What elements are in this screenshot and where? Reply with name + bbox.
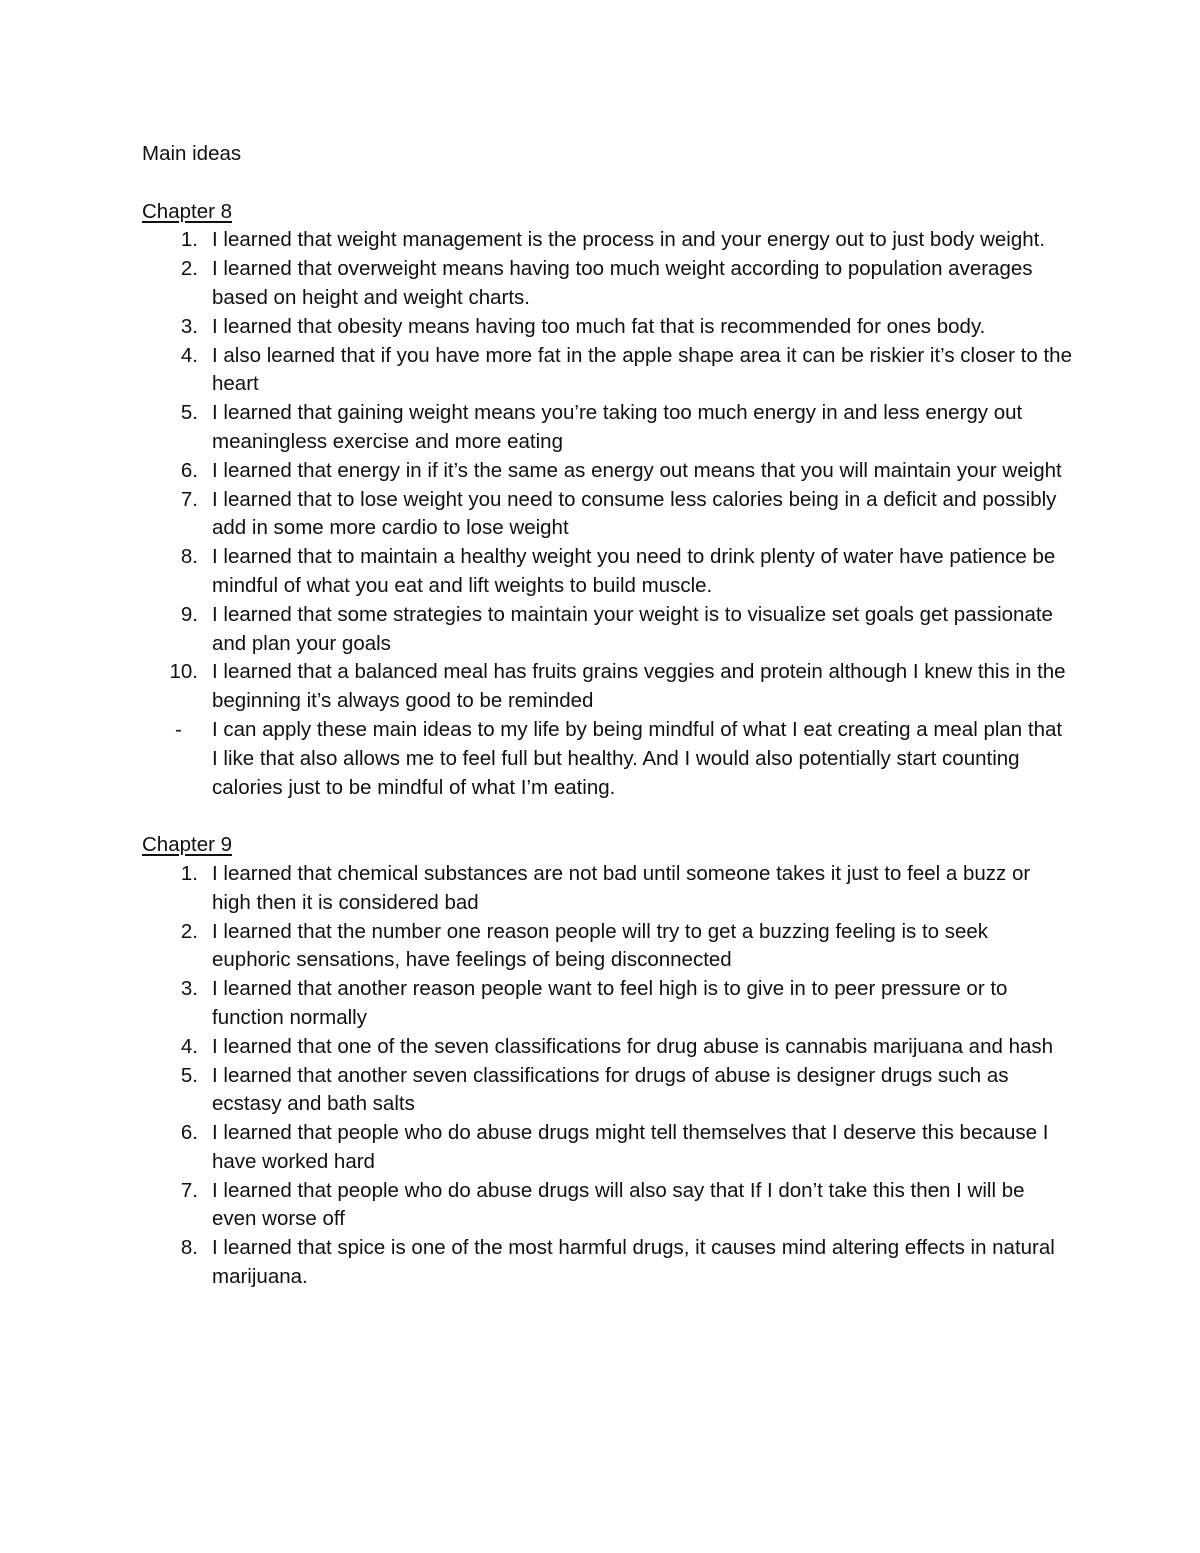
list-item [142, 543, 1072, 601]
list-item-text: I learned that energy in if it’s the same as energy out means that you will maintain your weight [212, 458, 1062, 482]
list-item [142, 860, 1072, 918]
list-item-text: I learned that one of the seven classifications for drug abuse is cannabis marijuana and hash [212, 1034, 1054, 1058]
list-marker: 2. [180, 257, 198, 281]
list-item-text: I learned that the number one reason people will try to get a buzzing feeling is to seek euphoric sensations, have feelings of being disconnected [212, 919, 989, 972]
list-item [142, 1177, 1072, 1235]
list-marker: 5. [180, 1063, 198, 1087]
chapter-heading: Chapter 8 [142, 199, 233, 223]
list-marker: 4. [180, 343, 198, 367]
document-body [142, 140, 1072, 1292]
list-item [142, 601, 1072, 659]
list-item [142, 313, 1072, 342]
list-item [142, 1062, 1072, 1120]
list-item [142, 1033, 1072, 1062]
list-item-text: I learned that overweight means having too much weight according to population averages based on height and weight charts. [212, 257, 1033, 309]
list-marker: 10. [169, 660, 198, 684]
list-item-text: I learned that people who do abuse drugs might tell themselves that I deserve this because I have worked hard [212, 1121, 1049, 1173]
chapter-heading: Chapter 9 [142, 833, 233, 857]
list-item-text: I learned that some strategies to maintain your weight is to visualize set goals get passionate and plan your goals [212, 602, 1053, 655]
list-marker: 9. [180, 602, 198, 626]
list-item-text: I learned that to maintain a healthy weight you need to drink plenty of water have patience be mindful of what you eat and lift weights to build muscle. [212, 545, 1056, 597]
list-item-text: I learned that gaining weight means you’re taking too much energy in and less energy out meaningless exercise and more eating [212, 401, 1023, 453]
list-item [142, 1119, 1072, 1177]
list-marker: 2. [180, 919, 198, 943]
list-item [142, 918, 1072, 976]
list-item-text: I learned that to lose weight you need to consume less calories being in a deficit and possibly add in some more cardio to lose weight [212, 487, 1057, 540]
list-marker: 1. [180, 228, 198, 252]
list-item-text: I learned that another reason people want to feel high is to give in to peer pressure or to function normally [212, 977, 1008, 1029]
list-item [142, 399, 1072, 457]
list-item-text: I learned that spice is one of the most harmful drugs, it causes mind altering effects in natural marijuana. [212, 1236, 1055, 1289]
list-marker: 4. [180, 1034, 198, 1058]
list-item-text: I learned that another seven classifications for drugs of abuse is designer drugs such as ecstasy and bath salts [212, 1063, 1009, 1116]
list-marker: - [175, 717, 182, 741]
chapter-8-list [142, 226, 1072, 802]
list-item-text: I learned that a balanced meal has fruits grains veggies and protein although I knew this in the beginning it’s always good to be reminded [212, 660, 1066, 713]
list-item [142, 716, 1072, 802]
list-item [142, 226, 1072, 255]
list-item [142, 658, 1072, 716]
list-marker: 7. [180, 1178, 198, 1202]
page-title: Main ideas [142, 142, 242, 165]
list-item [142, 342, 1072, 400]
list-item [142, 1234, 1072, 1292]
list-marker: 5. [180, 401, 198, 425]
list-marker: 6. [180, 1121, 198, 1145]
list-marker: 3. [180, 977, 198, 1001]
list-marker: 7. [180, 487, 198, 511]
list-item [142, 975, 1072, 1033]
list-item [142, 255, 1072, 313]
blank-line [142, 802, 1072, 831]
list-marker: 1. [180, 861, 198, 885]
blank-line [142, 169, 1072, 198]
list-item-text: I can apply these main ideas to my life by being mindful of what I eat creating a meal plan that I like that also allows me to feel full but healthy. And I would also potentially start counting calories just to be mindful of what I’m eating. [212, 717, 1063, 799]
list-item-text: I learned that weight management is the process in and your energy out to just body weight. [212, 228, 1046, 252]
list-marker: 6. [180, 458, 198, 482]
list-item-text: I learned that chemical substances are not bad until someone takes it just to feel a buzz or high then it is considered bad [212, 861, 1031, 914]
list-item-text: I learned that obesity means having too much fat that is recommended for ones body. [212, 314, 986, 338]
list-item [142, 457, 1072, 486]
chapter-8-section [142, 198, 1072, 803]
chapter-9-list [142, 860, 1072, 1292]
list-item-text: I also learned that if you have more fat in the apple shape area it can be riskier it’s closer to the heart [212, 343, 1072, 396]
list-marker: 8. [180, 1236, 198, 1260]
list-marker: 8. [180, 545, 198, 569]
list-marker: 3. [180, 314, 198, 338]
list-item [142, 486, 1072, 544]
chapter-9-section [142, 831, 1072, 1292]
list-item-text: I learned that people who do abuse drugs will also say that If I don’t take this then I will be even worse off [212, 1178, 1025, 1231]
